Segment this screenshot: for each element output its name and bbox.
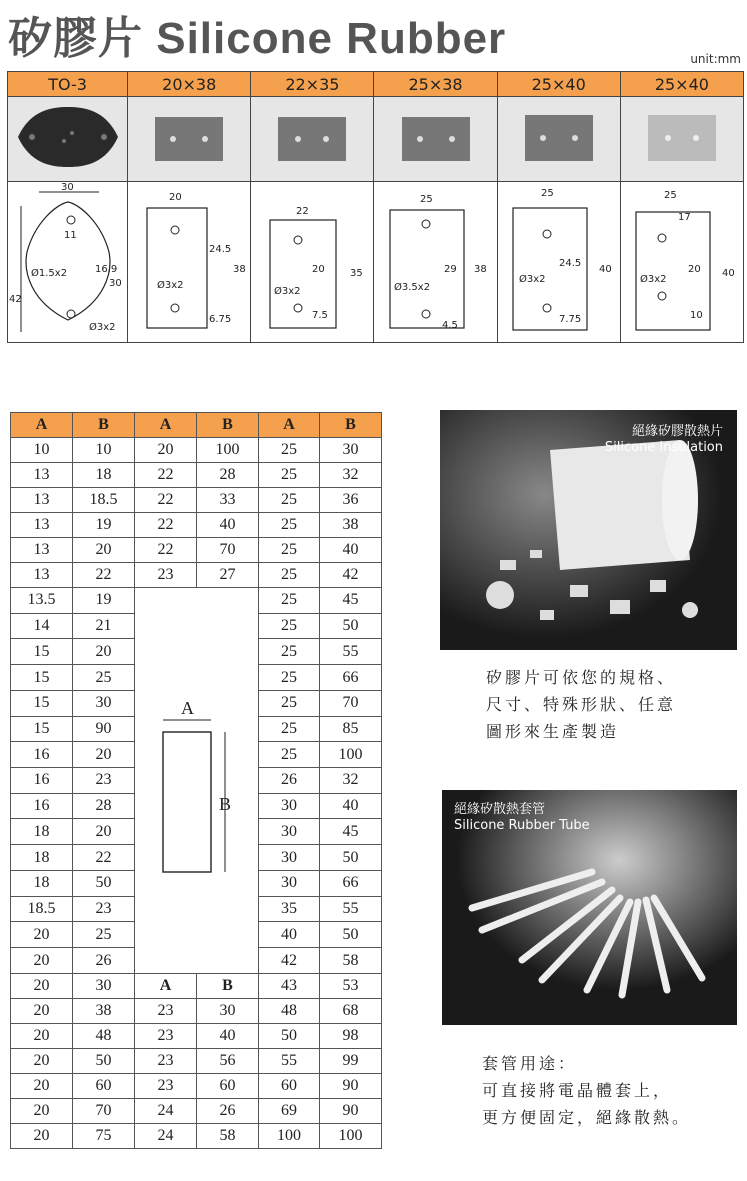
cell-b: 66 (320, 665, 382, 691)
table-row (11, 563, 382, 588)
svg-text:20: 20 (687, 264, 701, 275)
svg-text:30: 30 (108, 278, 122, 289)
cell-b: 50 (320, 613, 382, 639)
pad-drawing (497, 182, 620, 343)
cell-a: 18 (11, 819, 73, 845)
cell-a: 15 (11, 665, 73, 691)
cell-b: 30 (320, 438, 382, 463)
pad-drawing (128, 182, 251, 343)
cell-b: 32 (320, 768, 382, 794)
cell-a: 13 (11, 488, 73, 513)
table-row (11, 588, 382, 614)
size-table (10, 412, 382, 1149)
column-header: A (135, 413, 197, 438)
cell-b: 40 (320, 538, 382, 563)
cell-b: 28 (197, 463, 259, 488)
spec-table (7, 71, 744, 343)
cell-a: 20 (135, 438, 197, 463)
cell-a: 16 (11, 742, 73, 768)
cell-a: 30 (259, 845, 320, 871)
svg-text:6.75: 6.75 (209, 314, 232, 325)
cell-a: 22 (135, 538, 197, 563)
cell-a: 23 (135, 1024, 197, 1049)
sub-header: B (197, 974, 259, 999)
svg-text:7.75: 7.75 (558, 314, 581, 325)
spec-header: 25×40 (497, 72, 620, 97)
cell-b: 25 (73, 665, 135, 691)
cell-a: 25 (259, 742, 320, 768)
table-row (11, 1024, 382, 1049)
tube-caption-en: Silicone Rubber Tube (454, 818, 590, 833)
svg-text:4.5: 4.5 (441, 320, 458, 331)
sub-header: A (135, 974, 197, 999)
column-header: A (11, 413, 73, 438)
svg-text:42: 42 (8, 294, 22, 305)
cell-b: 55 (320, 896, 382, 922)
cell-b: 18.5 (73, 488, 135, 513)
cell-a: 23 (135, 1049, 197, 1074)
cell-a: 55 (259, 1049, 320, 1074)
cell-b: 18 (73, 463, 135, 488)
cell-b: 40 (197, 1024, 259, 1049)
cell-a: 13 (11, 538, 73, 563)
cell-b: 55 (320, 639, 382, 665)
cell-a: 35 (259, 896, 320, 922)
cell-a: 22 (135, 513, 197, 538)
cell-b: 45 (320, 588, 382, 614)
svg-text:17: 17 (677, 212, 691, 223)
cell-b: 66 (320, 870, 382, 896)
cell-b: 50 (73, 1049, 135, 1074)
cell-b: 100 (197, 438, 259, 463)
tube-caption-cn: 絕緣矽散熱套管 (454, 802, 546, 817)
cell-a: 25 (259, 488, 320, 513)
cell-b: 30 (73, 690, 135, 716)
cell-a: 13.5 (11, 588, 73, 614)
cell-a: 25 (259, 588, 320, 614)
cell-b: 70 (73, 1099, 135, 1124)
cell-b: 75 (73, 1124, 135, 1149)
table-row (11, 1074, 382, 1099)
cell-a: 25 (259, 639, 320, 665)
cell-a: 20 (11, 948, 73, 974)
cell-b: 60 (73, 1074, 135, 1099)
cell-b: 45 (320, 819, 382, 845)
svg-text:Ø3x2: Ø3x2 (88, 322, 116, 333)
cell-b: 60 (197, 1074, 259, 1099)
cell-a: 10 (11, 438, 73, 463)
cell-b: 33 (197, 488, 259, 513)
unit-label: unit:mm (690, 52, 741, 66)
cell-a: 25 (259, 613, 320, 639)
cell-a: 24 (135, 1099, 197, 1124)
svg-text:40: 40 (598, 264, 612, 275)
cell-a: 13 (11, 463, 73, 488)
svg-text:25: 25 (663, 190, 677, 201)
cell-b: 42 (320, 563, 382, 588)
svg-text:40: 40 (721, 268, 735, 279)
cell-b: 90 (320, 1099, 382, 1124)
svg-text:Ø3x2: Ø3x2 (274, 286, 301, 297)
cell-b: 36 (320, 488, 382, 513)
cell-a: 25 (259, 463, 320, 488)
cell-a: 50 (259, 1024, 320, 1049)
cell-b: 20 (73, 538, 135, 563)
svg-text:38: 38 (233, 264, 246, 275)
insulation-caption-en: Silicone Insulation (604, 440, 723, 455)
cell-a: 25 (259, 716, 320, 742)
cell-b: 40 (320, 793, 382, 819)
cell-a: 18 (11, 870, 73, 896)
cell-b: 22 (73, 563, 135, 588)
cell-b: 20 (73, 639, 135, 665)
insulation-description: 矽膠片可依您的規格、 尺寸、特殊形狀、任意 圖形來生產製造 (486, 668, 677, 741)
cell-a: 22 (135, 488, 197, 513)
pad-drawing (620, 182, 743, 343)
cell-a: 20 (11, 1024, 73, 1049)
cell-a: 16 (11, 793, 73, 819)
cell-a: 13 (11, 563, 73, 588)
svg-text:A: A (181, 698, 194, 718)
table-row (11, 974, 382, 999)
pad-drawing (251, 182, 374, 343)
cell-b: 30 (73, 974, 135, 999)
svg-text:24.5: 24.5 (558, 258, 581, 269)
cell-b: 25 (73, 922, 135, 948)
cell-a: 30 (259, 793, 320, 819)
cell-b: 23 (73, 768, 135, 794)
cell-b: 38 (320, 513, 382, 538)
svg-text:24.5: 24.5 (209, 244, 232, 255)
table-row (11, 999, 382, 1024)
cell-b: 50 (320, 922, 382, 948)
cell-a: 23 (135, 999, 197, 1024)
cell-a: 69 (259, 1099, 320, 1124)
tube-photo (442, 790, 737, 1025)
cell-a: 15 (11, 690, 73, 716)
cell-a: 25 (259, 665, 320, 691)
cell-b: 90 (320, 1074, 382, 1099)
cell-a: 43 (259, 974, 320, 999)
cell-a: 60 (259, 1074, 320, 1099)
cell-b: 40 (197, 513, 259, 538)
cell-a: 20 (11, 1049, 73, 1074)
svg-text:Ø3x2: Ø3x2 (157, 280, 184, 291)
cell-b: 70 (320, 690, 382, 716)
cell-a: 20 (11, 1099, 73, 1124)
column-header: B (320, 413, 382, 438)
cell-b: 38 (73, 999, 135, 1024)
svg-text:11: 11 (63, 230, 77, 241)
table-row (11, 438, 382, 463)
cell-a: 15 (11, 716, 73, 742)
pad-drawing (374, 182, 497, 343)
svg-text:B: B (219, 794, 232, 814)
column-header: B (197, 413, 259, 438)
cell-a: 30 (259, 870, 320, 896)
cell-b: 53 (320, 974, 382, 999)
page-title: 矽膠片 Silicone Rubber (8, 14, 507, 63)
cell-b: 50 (73, 870, 135, 896)
svg-text:Ø3x2: Ø3x2 (639, 274, 667, 285)
cell-b: 56 (197, 1049, 259, 1074)
cell-b: 50 (320, 845, 382, 871)
cell-a: 20 (11, 922, 73, 948)
cell-a: 20 (11, 999, 73, 1024)
cell-a: 42 (259, 948, 320, 974)
svg-text:7.5: 7.5 (312, 310, 329, 321)
cell-a: 20 (11, 1074, 73, 1099)
table-row (11, 488, 382, 513)
cell-b: 26 (197, 1099, 259, 1124)
svg-text:Ø1.5x2: Ø1.5x2 (30, 268, 67, 279)
cell-a: 48 (259, 999, 320, 1024)
insulation-photo (440, 410, 737, 650)
cell-a: 24 (135, 1124, 197, 1149)
cell-b: 22 (73, 845, 135, 871)
to3-drawing (8, 182, 128, 343)
cell-b: 26 (73, 948, 135, 974)
table-row (11, 538, 382, 563)
cell-a: 100 (259, 1124, 320, 1149)
cell-a: 22 (135, 463, 197, 488)
spec-header: 20×38 (128, 72, 251, 97)
cell-b: 20 (73, 819, 135, 845)
svg-text:30: 30 (60, 182, 74, 193)
cell-b: 48 (73, 1024, 135, 1049)
pad-photo (497, 97, 620, 182)
table-row (11, 463, 382, 488)
cell-a: 30 (259, 819, 320, 845)
table-row (11, 1099, 382, 1124)
cell-b: 23 (73, 896, 135, 922)
table-row (11, 513, 382, 538)
cell-a: 25 (259, 690, 320, 716)
cell-a: 23 (135, 563, 197, 588)
cell-a: 13 (11, 513, 73, 538)
cell-b: 58 (320, 948, 382, 974)
svg-text:22: 22 (296, 206, 310, 217)
spec-header: TO-3 (8, 72, 128, 97)
cell-b: 19 (73, 588, 135, 614)
cell-b: 98 (320, 1024, 382, 1049)
spec-header: 25×40 (620, 72, 743, 97)
cell-b: 10 (73, 438, 135, 463)
table-header-row (11, 413, 382, 438)
cell-a: 25 (259, 513, 320, 538)
svg-text:Ø3.5x2: Ø3.5x2 (393, 282, 430, 293)
svg-text:20: 20 (312, 264, 326, 275)
svg-text:38: 38 (473, 264, 487, 275)
table-row (11, 1124, 382, 1149)
cell-b: 21 (73, 613, 135, 639)
cell-a: 20 (11, 1124, 73, 1149)
svg-text:10: 10 (689, 310, 703, 321)
pad-photo (128, 97, 251, 182)
cell-b: 58 (197, 1124, 259, 1149)
cell-a: 15 (11, 639, 73, 665)
cell-b: 68 (320, 999, 382, 1024)
cell-b: 19 (73, 513, 135, 538)
tube-description: 套管用途： 可直接將電晶體套上， 更方便固定，絕緣散熱。 (482, 1054, 692, 1127)
insulation-caption-cn: 絕緣矽膠散熱片 (631, 424, 723, 439)
cell-a: 23 (135, 1074, 197, 1099)
cell-a: 16 (11, 768, 73, 794)
cell-b: 100 (320, 742, 382, 768)
cell-b: 27 (197, 563, 259, 588)
svg-text:25: 25 (540, 188, 554, 199)
svg-text:20: 20 (169, 192, 182, 203)
cell-b: 20 (73, 742, 135, 768)
size-diagram (135, 588, 259, 974)
cell-a: 26 (259, 768, 320, 794)
cell-a: 40 (259, 922, 320, 948)
cell-a: 25 (259, 538, 320, 563)
svg-text:16.9: 16.9 (94, 264, 117, 275)
pad-photo (374, 97, 497, 182)
cell-a: 20 (11, 974, 73, 999)
svg-text:25: 25 (419, 194, 433, 205)
cell-b: 85 (320, 716, 382, 742)
column-header: A (259, 413, 320, 438)
spec-header: 22×35 (251, 72, 374, 97)
column-header: B (73, 413, 135, 438)
pad-photo (620, 97, 743, 182)
svg-text:35: 35 (350, 268, 364, 279)
cell-b: 70 (197, 538, 259, 563)
cell-a: 25 (259, 563, 320, 588)
cell-a: 14 (11, 613, 73, 639)
cell-b: 32 (320, 463, 382, 488)
cell-b: 30 (197, 999, 259, 1024)
cell-b: 90 (73, 716, 135, 742)
cell-a: 18 (11, 845, 73, 871)
table-row (11, 1049, 382, 1074)
svg-text:Ø3x2: Ø3x2 (518, 274, 546, 285)
cell-b: 99 (320, 1049, 382, 1074)
svg-text:29: 29 (443, 264, 457, 275)
pad-photo (251, 97, 374, 182)
cell-a: 25 (259, 438, 320, 463)
cell-a: 18.5 (11, 896, 73, 922)
spec-header: 25×38 (374, 72, 497, 97)
cell-b: 100 (320, 1124, 382, 1149)
cell-b: 28 (73, 793, 135, 819)
to3-photo (8, 97, 128, 182)
